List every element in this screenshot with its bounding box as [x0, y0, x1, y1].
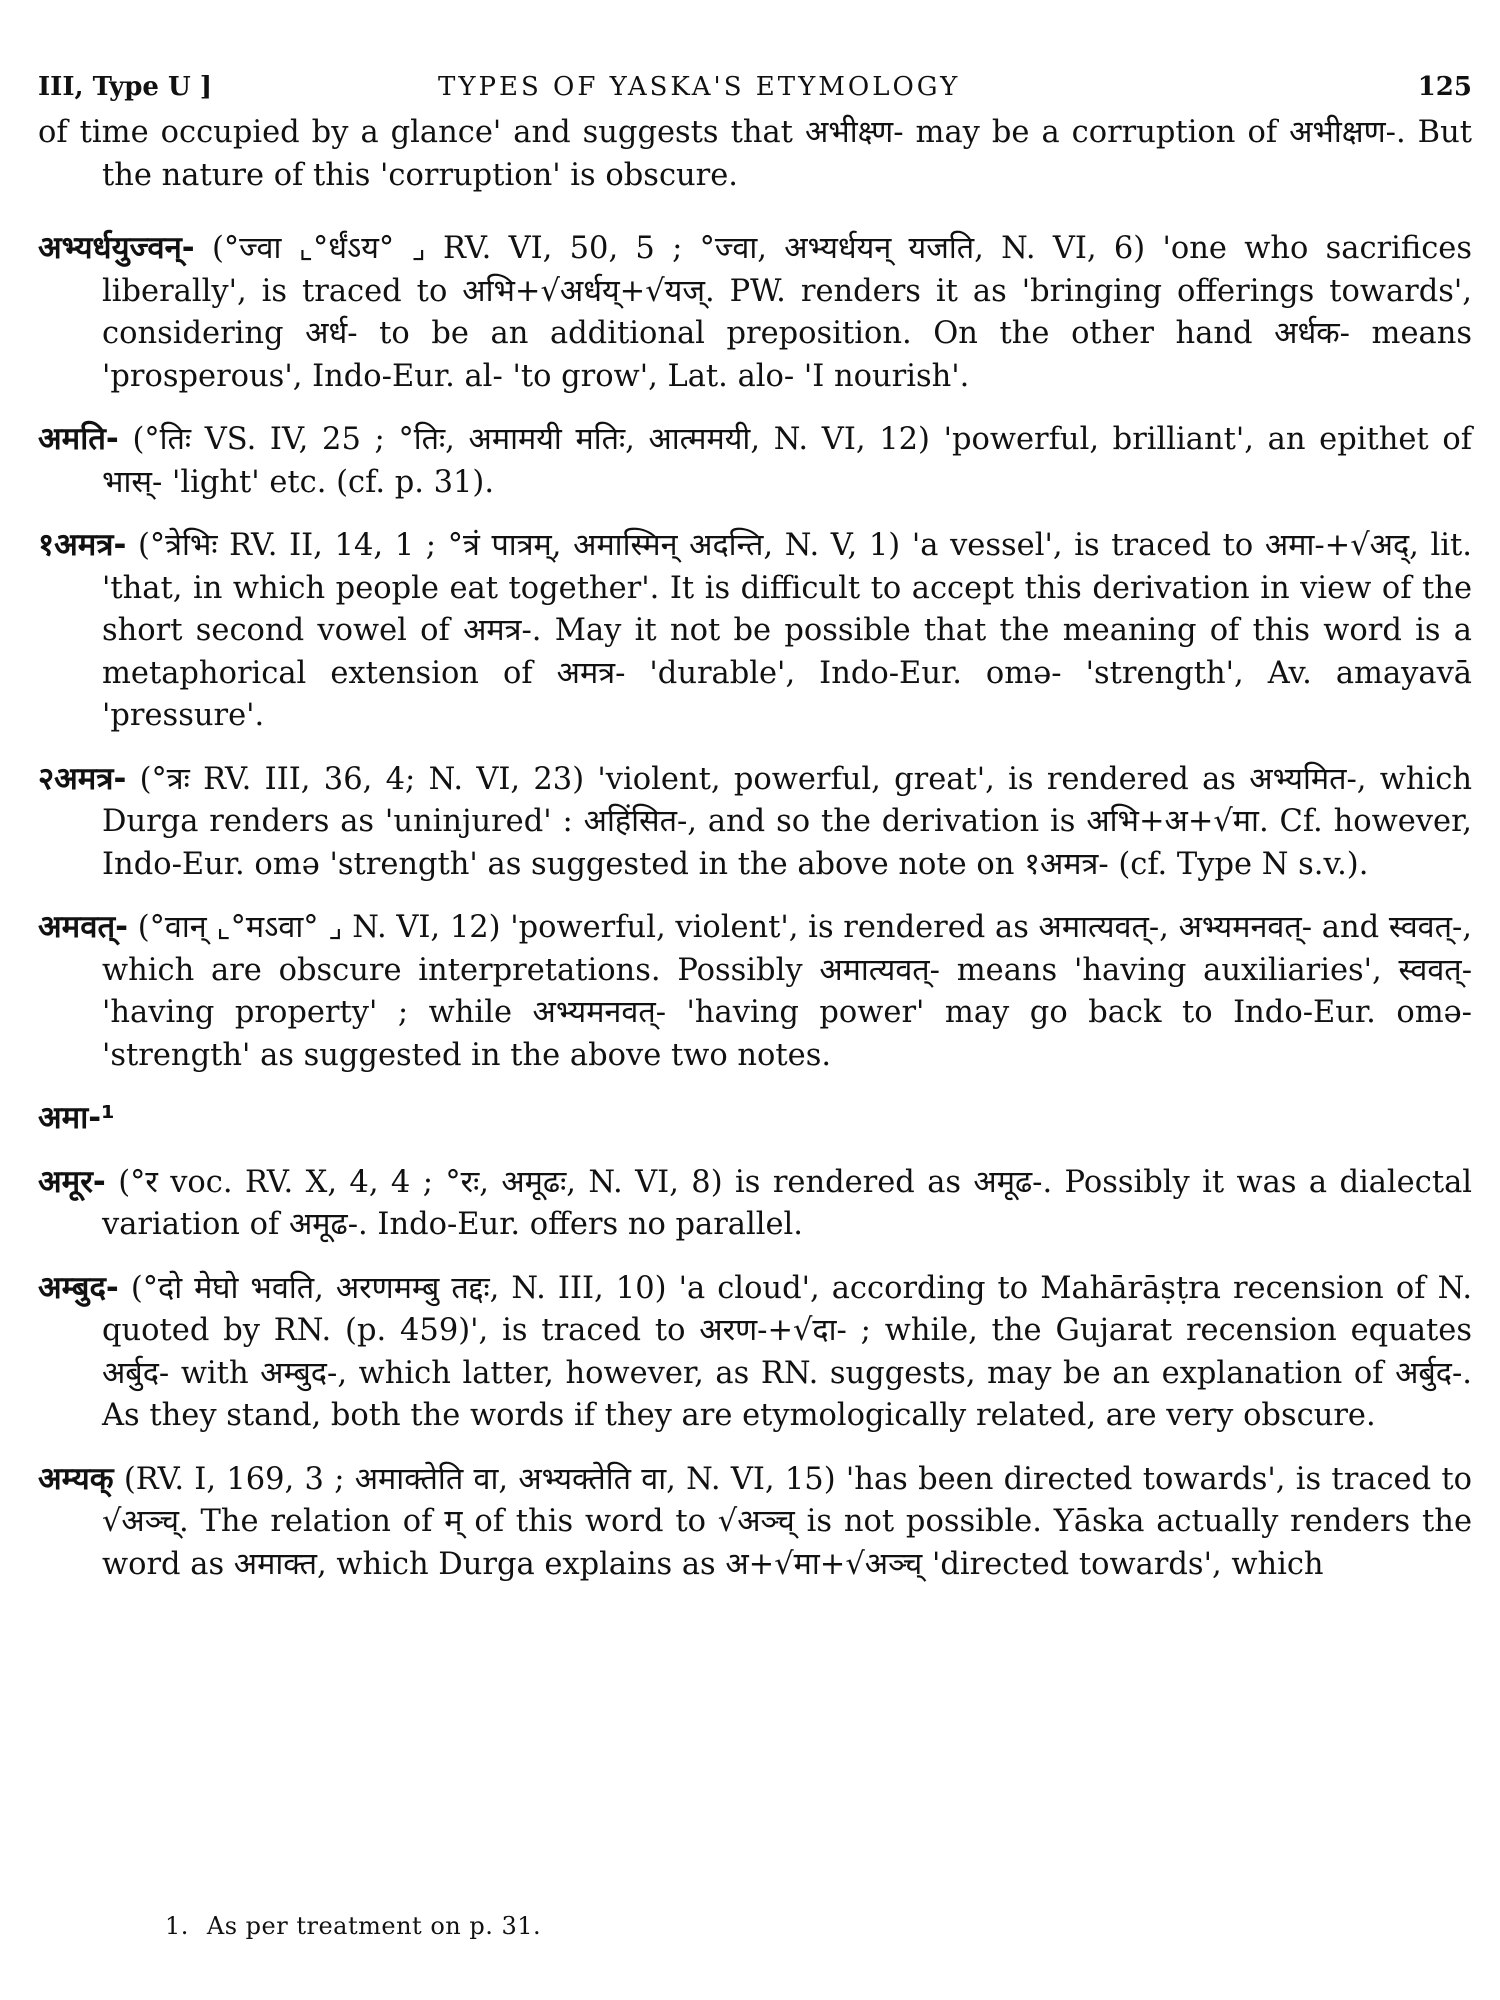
entry-headword: २अमत्र-	[38, 760, 127, 797]
entry-text: 'one who sacrifices liberally', is traced to अभि+√अर्धय्+√यज्. PW. renders it as 'bringing offerings towards', considering अर्ध- to be an additional preposition. On the other hand अर्धक- means 'prosperous', Indo-Eur. al- 'to grow', Lat. alo- 'I nourish'.	[102, 231, 1473, 394]
header-section-label: III, Type U ]	[38, 72, 212, 102]
entry-text: 'a cloud', according to Mahārāṣṭra recension of N. quoted by RN. (p. 459)', is traced to अरण-+√दा- ; while, the Gujarat recension equates अर्बुद- with अम्बुद-, which latter, however, as RN. suggests, may be an explanation of अर्बुद-. As they stand, both the words if they are etymologically related, are very obscure.	[102, 1270, 1473, 1433]
footnote-number: 1.	[165, 1912, 189, 1940]
header-title: TYPES OF YASKA'S ETYMOLOGY	[438, 72, 961, 102]
entry-amura	[38, 1161, 1472, 1247]
entry-headword: अभ्यर्धयुज्वन्-	[38, 230, 195, 266]
entry-text: 'powerful, brilliant', an epithet of भास्- 'light' etc. (cf. p. 31).	[102, 422, 1472, 500]
entry-text: 'violent, powerful, great', is rendered as अभ्यमित-, which Durga renders as 'uninjured' : अहिंसित-, and so the derivation is अभि+अ+√मा. Cf. however, Indo-Eur. omə 'strength' as suggested in the above note on १अमत्र- (cf. Type N s.v.).	[102, 761, 1472, 882]
entry-reference: (°तिः VS. IV, 25 ; °तिः, अमामयी मतिः, आत्ममयी, N. VI, 12)	[132, 422, 930, 457]
entry-reference: (RV. I, 169, 3 ; अमाक्तेति वा, अभ्यक्तेति वा, N. VI, 15)	[123, 1461, 836, 1497]
entry-text: 'has been directed towards', is traced to √अञ्च्. The relation of म् of this word to √अञ्च् is not possible. Yāska actually renders the word as अमाक्त, which Durga explains as अ+√मा+√अञ्च् 'directed towards', which	[102, 1461, 1473, 1582]
entry-ambuda	[38, 1267, 1472, 1438]
entry-abhyardhayujvan	[38, 227, 1472, 398]
entry-reference: (°ज्वा ⌞°र्धंऽय° ⌟ RV. VI, 50, 5 ; °ज्वा, अभ्यर्धयन् यजति, N. VI, 6)	[211, 231, 1146, 266]
entry-reference: (°वान् ⌞°मऽवा° ⌟ N. VI, 12)	[137, 910, 501, 945]
entry-amati	[38, 418, 1472, 504]
entry-text: 'a vessel', is traced to अमा-+√अद्, lit. 'that, in which people eat together'. It is difficult to accept this derivation in view of the short second vowel of अमत्र-. May it not be possible that the meaning of this word is a metaphorical extension of अमत्र- 'durable', Indo-Eur. omə- 'strength', Av. amayavā 'pressure'.	[102, 528, 1472, 733]
entry-text: of time occupied by a glance' and suggests that अभीक्ष्ण- may be a corruption of अभीक्षण-. But the nature of this 'corruption' is obscure.	[38, 115, 1472, 193]
running-header	[38, 72, 1472, 112]
entry-text: is rendered as अमूढ-. Possibly it was a dialectal variation of अमूढ-. Indo-Eur. offers no parallel.	[102, 1164, 1473, 1242]
entry-reference: (°त्रेभिः RV. II, 14, 1 ; °त्रं पात्रम्, अमास्मिन् अदन्ति, N. V, 1)	[138, 528, 901, 563]
body-text	[38, 112, 1472, 1586]
entry-reference: (°र voc. RV. X, 4, 4 ; °रः, अमूढः, N. VI, 8)	[118, 1164, 723, 1200]
entry-continuation	[38, 112, 1472, 197]
entry-amavat	[38, 906, 1472, 1077]
entry-headword: अम्बुद-	[38, 1269, 119, 1306]
entry-headword: अमवत्-	[38, 909, 128, 945]
entry-headword: अमति-	[38, 421, 119, 457]
entry-amatra-2	[38, 758, 1472, 887]
entry-headword: अमा-¹	[38, 1100, 115, 1136]
entry-reference: (°दो मेघो भवति, अरणमम्बु तद्दः, N. III, 10)	[130, 1270, 667, 1306]
entry-headword: अम्यक्	[38, 1460, 114, 1497]
entry-reference: (°त्रः RV. III, 36, 4; N. VI, 23)	[139, 761, 585, 797]
entry-amyak	[38, 1458, 1472, 1587]
entry-headword: अमूर-	[38, 1163, 106, 1200]
page-number: 125	[1417, 72, 1472, 102]
entry-text: 'powerful, violent', is rendered as अमात्यवत्-, अभ्यमनवत्- and स्ववत्-, which are obscure interpretations. Possibly अमात्यवत्- means 'having auxiliaries', स्ववत्- 'having property' ; while अभ्यमनवत्- 'having power' may go back to Indo-Eur. omə- 'strength' as suggested in the above two notes.	[102, 910, 1472, 1073]
entry-ama	[38, 1097, 1472, 1141]
footnote	[165, 1912, 541, 1940]
footnote-text: As per treatment on p. 31.	[206, 1912, 542, 1940]
entry-amatra-1	[38, 524, 1472, 738]
entry-headword: १अमत्र-	[38, 527, 127, 563]
